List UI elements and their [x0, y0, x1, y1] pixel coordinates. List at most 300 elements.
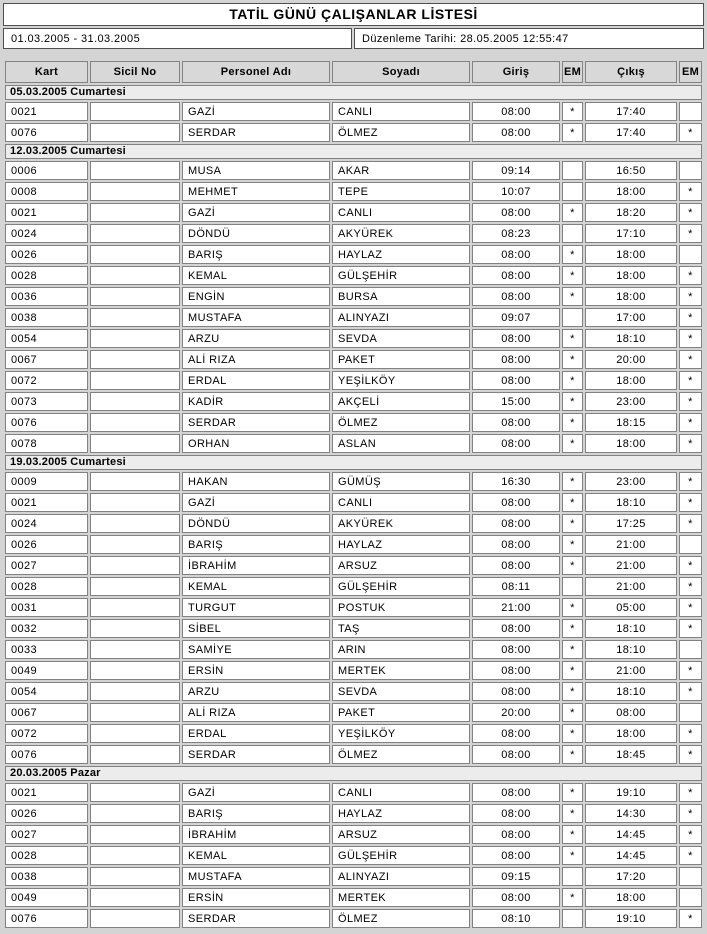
cell-personel-adi: MUSTAFA	[182, 308, 330, 327]
cell-giris: 08:00	[472, 123, 560, 142]
date-group-row	[5, 85, 702, 100]
table-row	[5, 556, 702, 575]
cell-cikis: 08:00	[585, 703, 677, 722]
cell-personel-adi: ERSİN	[182, 661, 330, 680]
cell-cikis-em: *	[679, 724, 702, 743]
cell-personel-adi: GAZİ	[182, 783, 330, 802]
cell-kart: 0021	[5, 783, 88, 802]
cell-personel-adi: SERDAR	[182, 413, 330, 432]
table-row	[5, 598, 702, 617]
cell-soyadi: AKÇELİ	[332, 392, 470, 411]
column-header-cikis: Çıkış	[585, 61, 677, 83]
cell-giris-em	[562, 161, 583, 180]
cell-soyadi: GÜLŞEHİR	[332, 577, 470, 596]
cell-kart: 0049	[5, 888, 88, 907]
cell-cikis-em: *	[679, 598, 702, 617]
cell-giris-em: *	[562, 804, 583, 823]
cell-giris-em: *	[562, 245, 583, 264]
report-info-row	[3, 28, 704, 49]
cell-giris-em: *	[562, 724, 583, 743]
cell-cikis: 18:00	[585, 245, 677, 264]
cell-kart: 0072	[5, 724, 88, 743]
cell-soyadi: ARSUZ	[332, 825, 470, 844]
cell-giris: 10:07	[472, 182, 560, 201]
cell-soyadi: ÖLMEZ	[332, 123, 470, 142]
table-row	[5, 745, 702, 764]
cell-cikis-em	[679, 535, 702, 554]
table-row	[5, 867, 702, 886]
cell-personel-adi: BARIŞ	[182, 535, 330, 554]
table-row	[5, 514, 702, 533]
cell-giris: 08:00	[472, 329, 560, 348]
cell-kart: 0008	[5, 182, 88, 201]
cell-sicil-no	[90, 825, 180, 844]
cell-personel-adi: ARZU	[182, 329, 330, 348]
cell-kart: 0032	[5, 619, 88, 638]
cell-kart: 0067	[5, 703, 88, 722]
cell-personel-adi: KEMAL	[182, 266, 330, 285]
cell-personel-adi: ERDAL	[182, 724, 330, 743]
cell-soyadi: YEŞİLKÖY	[332, 724, 470, 743]
cell-giris-em: *	[562, 203, 583, 222]
cell-sicil-no	[90, 308, 180, 327]
cell-sicil-no	[90, 556, 180, 575]
cell-kart: 0076	[5, 909, 88, 928]
cell-giris-em: *	[562, 640, 583, 659]
cell-sicil-no	[90, 909, 180, 928]
cell-personel-adi: DÖNDÜ	[182, 224, 330, 243]
cell-cikis-em: *	[679, 182, 702, 201]
cell-sicil-no	[90, 745, 180, 764]
cell-soyadi: ALINYAZI	[332, 308, 470, 327]
cell-cikis: 21:00	[585, 535, 677, 554]
cell-personel-adi: KEMAL	[182, 846, 330, 865]
cell-personel-adi: ORHAN	[182, 434, 330, 453]
cell-sicil-no	[90, 640, 180, 659]
cell-giris: 09:15	[472, 867, 560, 886]
cell-giris: 08:10	[472, 909, 560, 928]
cell-giris: 08:00	[472, 825, 560, 844]
table-row	[5, 123, 702, 142]
cell-personel-adi: HAKAN	[182, 472, 330, 491]
table-row	[5, 102, 702, 121]
cell-personel-adi: KADİR	[182, 392, 330, 411]
cell-kart: 0006	[5, 161, 88, 180]
table-row	[5, 703, 702, 722]
cell-cikis-em: *	[679, 514, 702, 533]
cell-soyadi: ASLAN	[332, 434, 470, 453]
cell-sicil-no	[90, 783, 180, 802]
cell-cikis: 18:00	[585, 724, 677, 743]
cell-giris: 09:14	[472, 161, 560, 180]
cell-giris: 16:30	[472, 472, 560, 491]
cell-cikis: 05:00	[585, 598, 677, 617]
cell-cikis-em: *	[679, 825, 702, 844]
cell-kart: 0078	[5, 434, 88, 453]
cell-giris-em: *	[562, 682, 583, 701]
cell-cikis: 18:00	[585, 287, 677, 306]
cell-soyadi: MERTEK	[332, 661, 470, 680]
cell-cikis: 18:00	[585, 182, 677, 201]
cell-cikis-em: *	[679, 619, 702, 638]
cell-soyadi: AKYÜREK	[332, 514, 470, 533]
cell-kart: 0067	[5, 350, 88, 369]
cell-giris-em: *	[562, 703, 583, 722]
cell-cikis: 16:50	[585, 161, 677, 180]
cell-cikis: 18:10	[585, 329, 677, 348]
table-row	[5, 182, 702, 201]
cell-giris-em: *	[562, 783, 583, 802]
cell-soyadi: CANLI	[332, 493, 470, 512]
cell-kart: 0009	[5, 472, 88, 491]
cell-cikis: 23:00	[585, 392, 677, 411]
cell-kart: 0072	[5, 371, 88, 390]
cell-personel-adi: ALİ RIZA	[182, 350, 330, 369]
cell-giris-em: *	[562, 123, 583, 142]
cell-kart: 0076	[5, 745, 88, 764]
date-group-label: 05.03.2005 Cumartesi	[5, 85, 702, 100]
report-title: TATİL GÜNÜ ÇALIŞANLAR LİSTESİ	[3, 3, 704, 26]
cell-giris: 08:00	[472, 888, 560, 907]
column-header-cikis-em: EM	[679, 61, 702, 83]
cell-cikis: 18:00	[585, 434, 677, 453]
cell-giris-em: *	[562, 598, 583, 617]
cell-giris-em: *	[562, 888, 583, 907]
cell-cikis-em: *	[679, 434, 702, 453]
cell-personel-adi: BARIŞ	[182, 245, 330, 264]
cell-soyadi: MERTEK	[332, 888, 470, 907]
cell-cikis: 18:10	[585, 640, 677, 659]
cell-cikis: 18:10	[585, 682, 677, 701]
cell-sicil-no	[90, 724, 180, 743]
cell-kart: 0031	[5, 598, 88, 617]
cell-cikis: 14:45	[585, 825, 677, 844]
cell-kart: 0033	[5, 640, 88, 659]
cell-sicil-no	[90, 804, 180, 823]
table-row	[5, 661, 702, 680]
cell-giris-em: *	[562, 413, 583, 432]
cell-cikis-em: *	[679, 682, 702, 701]
cell-personel-adi: TURGUT	[182, 598, 330, 617]
cell-personel-adi: KEMAL	[182, 577, 330, 596]
cell-kart: 0038	[5, 308, 88, 327]
cell-giris-em: *	[562, 329, 583, 348]
cell-cikis: 17:20	[585, 867, 677, 886]
cell-personel-adi: GAZİ	[182, 493, 330, 512]
cell-cikis: 18:00	[585, 266, 677, 285]
cell-giris: 08:00	[472, 535, 560, 554]
cell-giris-em: *	[562, 619, 583, 638]
cell-giris-em: *	[562, 102, 583, 121]
cell-kart: 0076	[5, 123, 88, 142]
cell-soyadi: GÜLŞEHİR	[332, 266, 470, 285]
cell-sicil-no	[90, 182, 180, 201]
cell-cikis: 18:10	[585, 619, 677, 638]
cell-cikis-em: *	[679, 493, 702, 512]
cell-cikis-em: *	[679, 123, 702, 142]
cell-giris: 15:00	[472, 392, 560, 411]
date-group-label: 19.03.2005 Cumartesi	[5, 455, 702, 470]
cell-giris-em: *	[562, 846, 583, 865]
cell-soyadi: ALINYAZI	[332, 867, 470, 886]
cell-giris: 08:00	[472, 724, 560, 743]
cell-kart: 0021	[5, 102, 88, 121]
cell-soyadi: HAYLAZ	[332, 245, 470, 264]
date-group-label: 12.03.2005 Cumartesi	[5, 144, 702, 159]
column-header-personel-adi: Personel Adı	[182, 61, 330, 83]
cell-giris-em: *	[562, 556, 583, 575]
cell-soyadi: ÖLMEZ	[332, 745, 470, 764]
cell-giris-em: *	[562, 493, 583, 512]
cell-cikis: 14:45	[585, 846, 677, 865]
table-row	[5, 392, 702, 411]
table-row	[5, 350, 702, 369]
cell-soyadi: TEPE	[332, 182, 470, 201]
date-group-label: 20.03.2005 Pazar	[5, 766, 702, 781]
cell-sicil-no	[90, 661, 180, 680]
cell-giris: 08:00	[472, 266, 560, 285]
cell-personel-adi: SİBEL	[182, 619, 330, 638]
cell-giris: 21:00	[472, 598, 560, 617]
cell-kart: 0028	[5, 577, 88, 596]
cell-cikis: 21:00	[585, 661, 677, 680]
cell-soyadi: CANLI	[332, 102, 470, 121]
column-header-giris-em: EM	[562, 61, 583, 83]
cell-giris: 08:00	[472, 556, 560, 575]
cell-soyadi: ARIN	[332, 640, 470, 659]
cell-cikis: 18:20	[585, 203, 677, 222]
cell-giris: 08:00	[472, 245, 560, 264]
cell-cikis: 20:00	[585, 350, 677, 369]
table-row	[5, 909, 702, 928]
cell-cikis: 17:10	[585, 224, 677, 243]
cell-giris: 20:00	[472, 703, 560, 722]
cell-giris-em: *	[562, 392, 583, 411]
cell-soyadi: POSTUK	[332, 598, 470, 617]
date-range: 01.03.2005 - 31.03.2005	[3, 28, 352, 49]
cell-soyadi: SEVDA	[332, 329, 470, 348]
cell-personel-adi: SERDAR	[182, 909, 330, 928]
cell-soyadi: BURSA	[332, 287, 470, 306]
date-group-row	[5, 144, 702, 159]
table-row	[5, 640, 702, 659]
cell-sicil-no	[90, 161, 180, 180]
cell-cikis: 19:10	[585, 783, 677, 802]
cell-kart: 0027	[5, 825, 88, 844]
cell-kart: 0028	[5, 846, 88, 865]
cell-sicil-no	[90, 203, 180, 222]
cell-personel-adi: ERSİN	[182, 888, 330, 907]
cell-sicil-no	[90, 598, 180, 617]
cell-sicil-no	[90, 472, 180, 491]
cell-sicil-no	[90, 245, 180, 264]
cell-cikis-em: *	[679, 909, 702, 928]
cell-cikis-em	[679, 888, 702, 907]
cell-cikis-em: *	[679, 308, 702, 327]
cell-giris-em: *	[562, 825, 583, 844]
cell-cikis-em: *	[679, 556, 702, 575]
cell-soyadi: GÜMÜŞ	[332, 472, 470, 491]
cell-soyadi: CANLI	[332, 783, 470, 802]
report-table	[3, 59, 704, 930]
cell-kart: 0038	[5, 867, 88, 886]
cell-cikis-em	[679, 867, 702, 886]
cell-kart: 0028	[5, 266, 88, 285]
cell-giris: 08:00	[472, 350, 560, 369]
cell-personel-adi: GAZİ	[182, 102, 330, 121]
cell-cikis: 21:00	[585, 577, 677, 596]
cell-giris: 08:23	[472, 224, 560, 243]
cell-sicil-no	[90, 350, 180, 369]
cell-kart: 0054	[5, 329, 88, 348]
cell-giris-em: *	[562, 514, 583, 533]
cell-soyadi: PAKET	[332, 703, 470, 722]
table-row	[5, 619, 702, 638]
cell-soyadi: HAYLAZ	[332, 804, 470, 823]
cell-giris-em	[562, 182, 583, 201]
cell-personel-adi: SERDAR	[182, 745, 330, 764]
cell-giris: 09:07	[472, 308, 560, 327]
cell-cikis-em: *	[679, 577, 702, 596]
cell-giris-em	[562, 224, 583, 243]
cell-cikis-em: *	[679, 846, 702, 865]
cell-giris-em	[562, 909, 583, 928]
cell-personel-adi: GAZİ	[182, 203, 330, 222]
table-row	[5, 203, 702, 222]
cell-soyadi: ÖLMEZ	[332, 413, 470, 432]
cell-soyadi: TAŞ	[332, 619, 470, 638]
cell-giris-em: *	[562, 287, 583, 306]
cell-cikis-em: *	[679, 472, 702, 491]
cell-sicil-no	[90, 493, 180, 512]
cell-sicil-no	[90, 867, 180, 886]
column-header-sicil-no: Sicil No	[90, 61, 180, 83]
cell-personel-adi: BARIŞ	[182, 804, 330, 823]
cell-soyadi: SEVDA	[332, 682, 470, 701]
cell-personel-adi: MEHMET	[182, 182, 330, 201]
table-row	[5, 266, 702, 285]
cell-personel-adi: MUSTAFA	[182, 867, 330, 886]
cell-cikis-em	[679, 640, 702, 659]
cell-cikis: 17:25	[585, 514, 677, 533]
cell-soyadi: AKYÜREK	[332, 224, 470, 243]
cell-cikis-em: *	[679, 224, 702, 243]
table-row	[5, 371, 702, 390]
cell-sicil-no	[90, 888, 180, 907]
cell-personel-adi: MUSA	[182, 161, 330, 180]
cell-giris: 08:00	[472, 619, 560, 638]
cell-sicil-no	[90, 682, 180, 701]
cell-giris-em	[562, 577, 583, 596]
cell-soyadi: CANLI	[332, 203, 470, 222]
cell-cikis-em: *	[679, 329, 702, 348]
cell-cikis-em: *	[679, 203, 702, 222]
cell-sicil-no	[90, 123, 180, 142]
cell-sicil-no	[90, 266, 180, 285]
cell-kart: 0024	[5, 514, 88, 533]
cell-kart: 0026	[5, 535, 88, 554]
cell-cikis: 18:00	[585, 888, 677, 907]
table-row	[5, 682, 702, 701]
column-header-kart: Kart	[5, 61, 88, 83]
table-row	[5, 224, 702, 243]
cell-giris: 08:00	[472, 661, 560, 680]
cell-personel-adi: ERDAL	[182, 371, 330, 390]
cell-sicil-no	[90, 846, 180, 865]
cell-giris: 08:00	[472, 783, 560, 802]
cell-personel-adi: ENGİN	[182, 287, 330, 306]
table-header-row	[5, 61, 702, 83]
table-row	[5, 724, 702, 743]
cell-sicil-no	[90, 287, 180, 306]
cell-cikis-em: *	[679, 287, 702, 306]
cell-cikis-em	[679, 161, 702, 180]
cell-sicil-no	[90, 619, 180, 638]
cell-giris: 08:00	[472, 640, 560, 659]
cell-soyadi: PAKET	[332, 350, 470, 369]
cell-cikis-em: *	[679, 745, 702, 764]
table-row	[5, 535, 702, 554]
cell-kart: 0021	[5, 203, 88, 222]
table-row	[5, 472, 702, 491]
table-row	[5, 804, 702, 823]
table-row	[5, 308, 702, 327]
table-row	[5, 413, 702, 432]
cell-kart: 0027	[5, 556, 88, 575]
table-row	[5, 287, 702, 306]
cell-giris-em: *	[562, 745, 583, 764]
cell-kart: 0036	[5, 287, 88, 306]
cell-cikis-em	[679, 703, 702, 722]
cell-giris-em	[562, 308, 583, 327]
cell-personel-adi: SAMİYE	[182, 640, 330, 659]
cell-giris-em: *	[562, 434, 583, 453]
cell-kart: 0024	[5, 224, 88, 243]
cell-cikis: 18:10	[585, 493, 677, 512]
cell-giris-em: *	[562, 661, 583, 680]
cell-giris: 08:00	[472, 846, 560, 865]
cell-giris: 08:00	[472, 371, 560, 390]
cell-giris: 08:11	[472, 577, 560, 596]
cell-kart: 0054	[5, 682, 88, 701]
cell-cikis: 18:15	[585, 413, 677, 432]
cell-cikis-em: *	[679, 783, 702, 802]
cell-cikis-em: *	[679, 392, 702, 411]
cell-cikis: 18:45	[585, 745, 677, 764]
cell-soyadi: HAYLAZ	[332, 535, 470, 554]
table-row	[5, 493, 702, 512]
cell-cikis: 23:00	[585, 472, 677, 491]
cell-giris: 08:00	[472, 413, 560, 432]
cell-personel-adi: ARZU	[182, 682, 330, 701]
cell-giris-em: *	[562, 472, 583, 491]
column-header-soyadi: Soyadı	[332, 61, 470, 83]
cell-giris: 08:00	[472, 514, 560, 533]
cell-cikis-em: *	[679, 413, 702, 432]
cell-sicil-no	[90, 413, 180, 432]
table-row	[5, 846, 702, 865]
table-row	[5, 329, 702, 348]
cell-kart: 0049	[5, 661, 88, 680]
cell-cikis-em: *	[679, 350, 702, 369]
cell-sicil-no	[90, 224, 180, 243]
cell-cikis-em: *	[679, 661, 702, 680]
cell-cikis-em	[679, 245, 702, 264]
table-row	[5, 245, 702, 264]
table-row	[5, 888, 702, 907]
cell-sicil-no	[90, 514, 180, 533]
cell-giris: 08:00	[472, 682, 560, 701]
